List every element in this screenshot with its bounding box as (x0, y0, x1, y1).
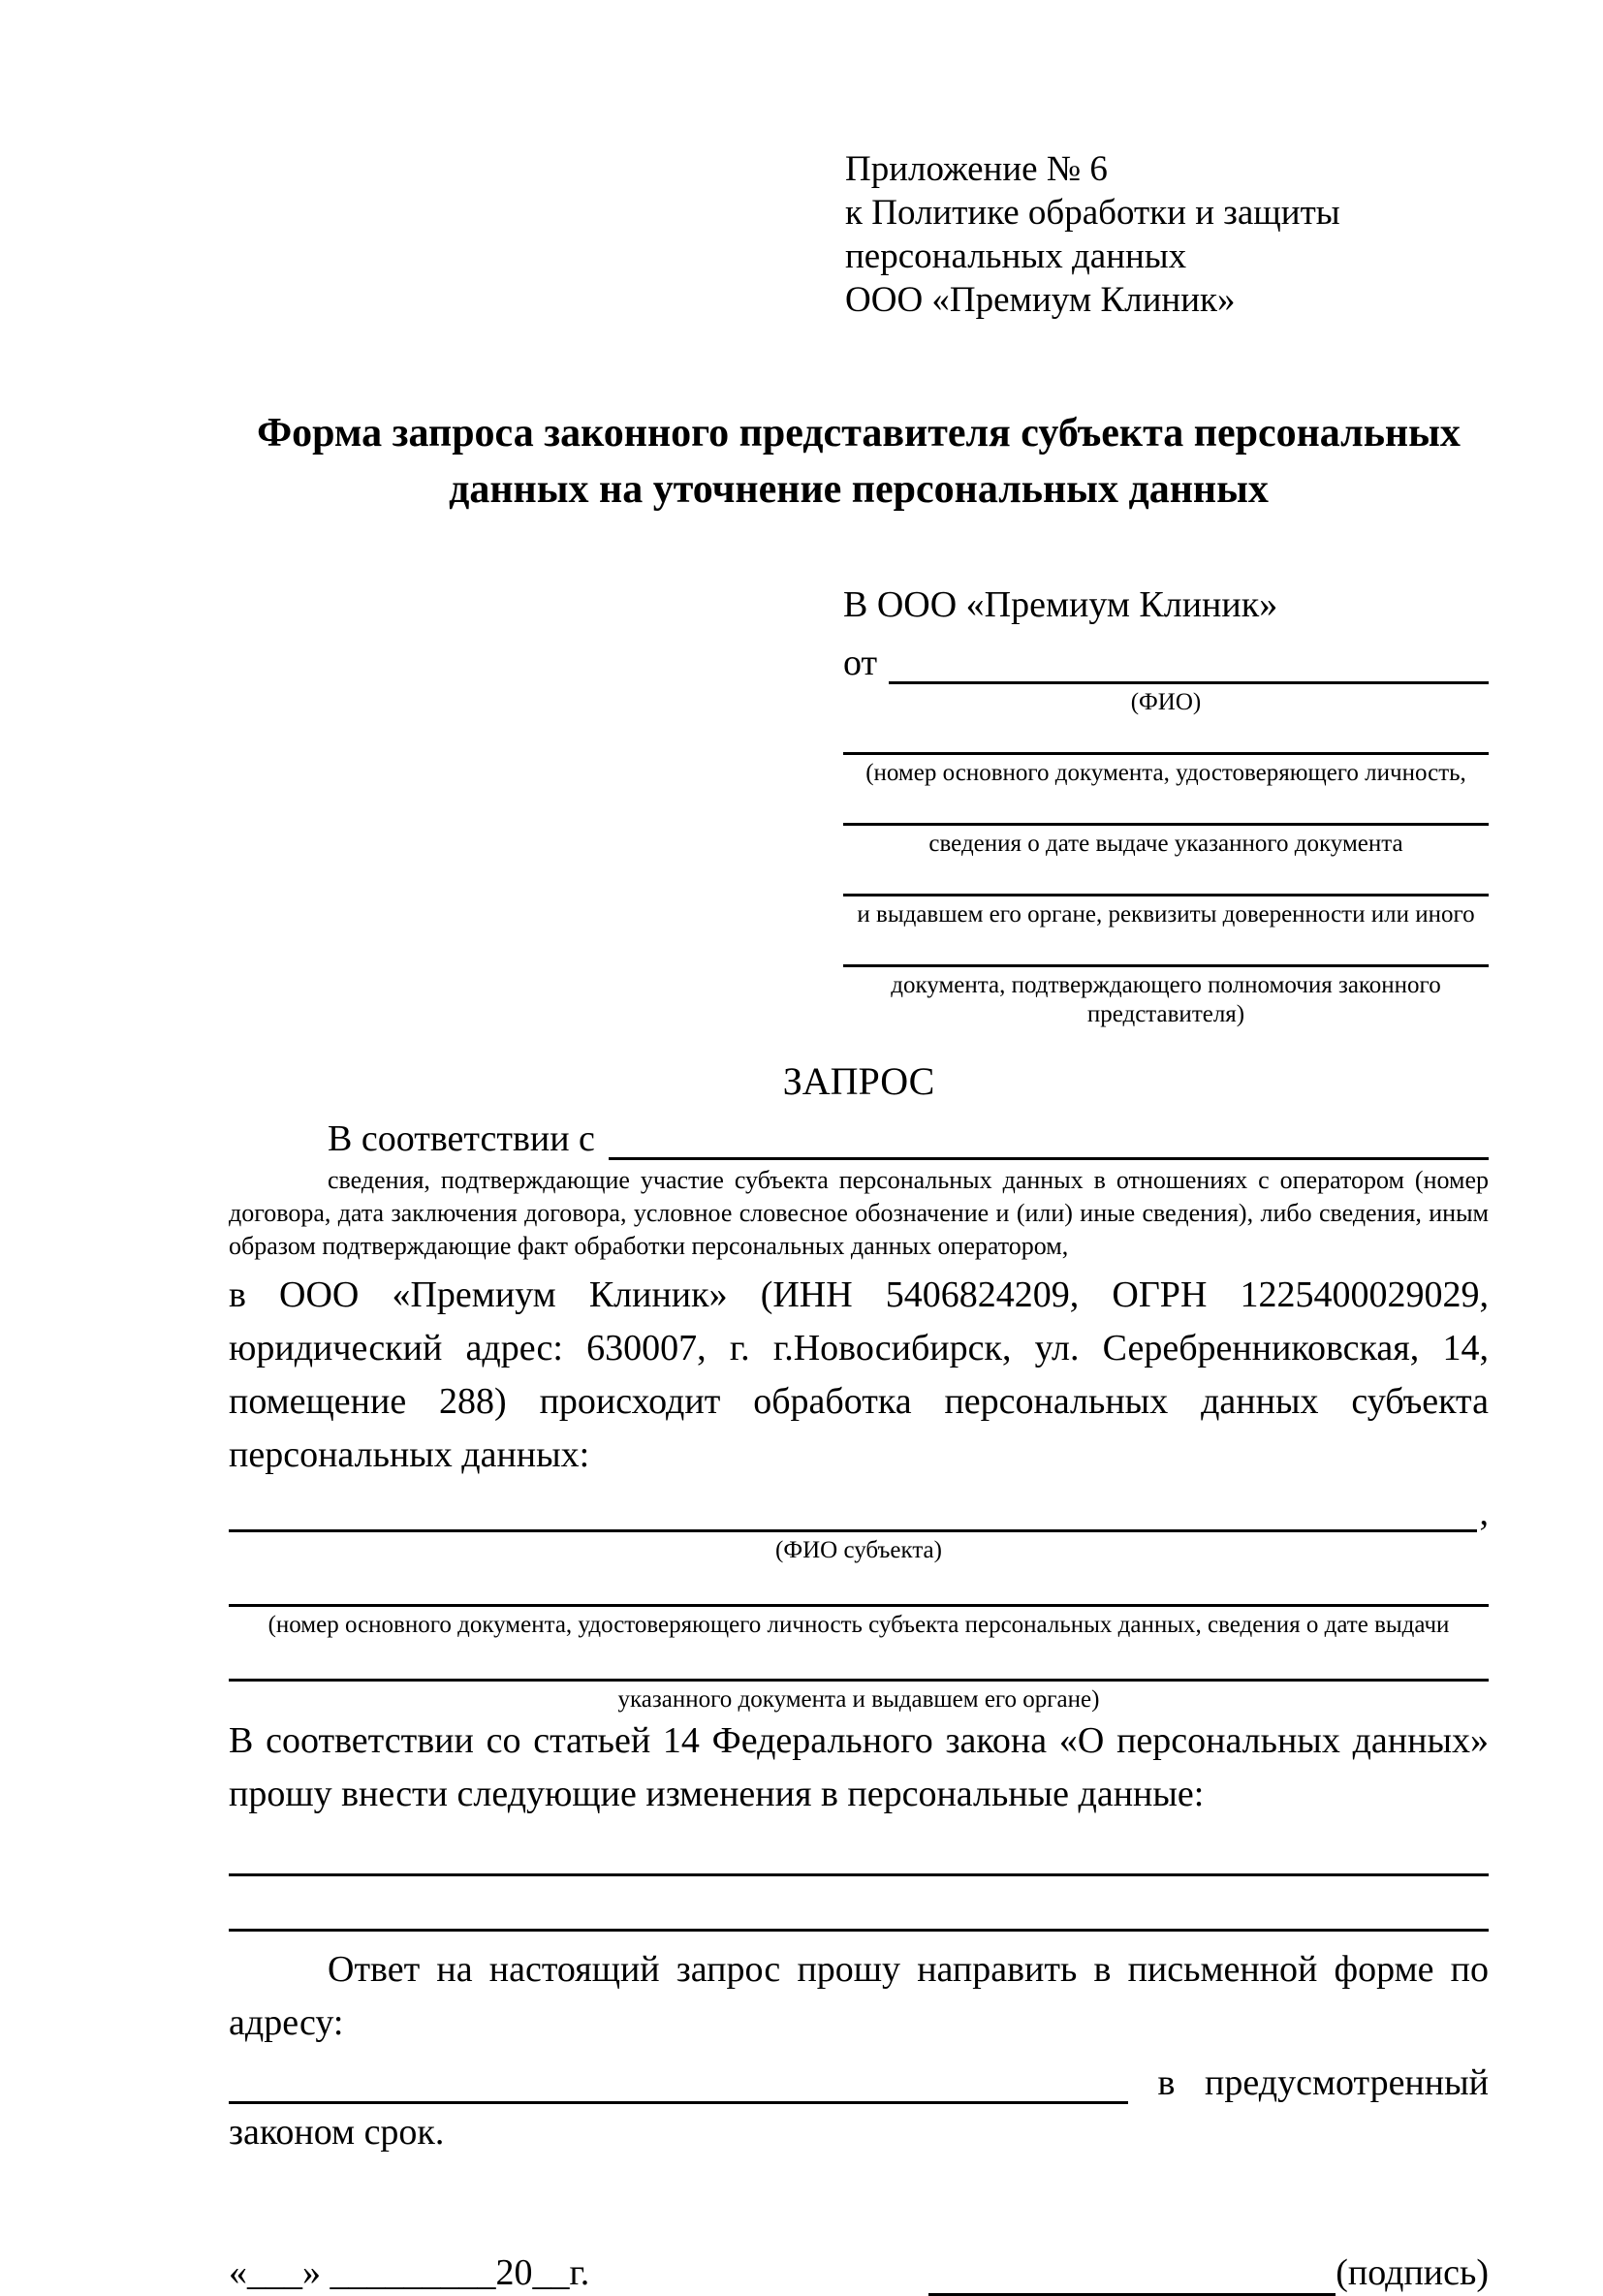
from-label: от (843, 643, 878, 683)
law-paragraph: В соответствии со статьей 14 Федерального закона «О персональных данных» прошу внести следующие изменения в персональные данные: (229, 1720, 1489, 1814)
from-row (843, 630, 1489, 684)
doc-number-blank-line (843, 717, 1489, 755)
addressee-block (843, 580, 1489, 1029)
intro-label: В соответствии с (328, 1118, 595, 1159)
subject-doc-blank-line-1 (229, 1565, 1489, 1607)
reply-word-term: предусмотренный (1205, 2062, 1489, 2103)
intro-row (229, 1108, 1489, 1160)
reply-tail: законом срок. (229, 2112, 445, 2153)
authority-doc-caption: документа, подтверждающего полномочия законного представителя) (891, 972, 1441, 1027)
basis-caption: сведения, подтверждающие участие субъекта персональных данных в отношениях с оператором (номер договора, дата заключения договора, условное словесное обозначение и (или) иные сведения), либо сведения, иным образом подтверждающие факт обработки персональных данных оператором, (229, 1166, 1489, 1260)
subject-doc-caption-2: указанного документа и выдавшем его органе) (617, 1686, 1100, 1713)
footer-row (229, 2249, 1489, 2296)
changes-blank-line-1 (229, 1821, 1489, 1876)
appendix-header-line: Приложение № 6 (845, 149, 1108, 189)
fio-blank-line (889, 681, 1489, 684)
reply-address-row (229, 2050, 1489, 2104)
reply-address-blank-line (229, 2062, 1128, 2104)
issue-date-caption: сведения о дате выдаче указанного документа (928, 831, 1403, 857)
issuer-caption: и выдавшем его органе, реквизиты доверенности или иного (857, 901, 1475, 928)
appendix-header-line: ООО «Премиум Клиник» (845, 280, 1236, 320)
fio-caption: (ФИО) (1130, 689, 1202, 715)
appendix-header-line: персональных данных (845, 236, 1187, 276)
reply-sentence: Ответ на настоящий запрос прошу направить в письменной форме по адресу: (229, 1949, 1489, 2043)
subject-fio-caption: (ФИО субъекта) (775, 1537, 942, 1563)
operator-paragraph: в ООО «Премиум Клиник» (ИНН 5406824209, ОГРН 1225400029029, юридический адрес: 630007, г. г.Новосибирск, ул. Серебренниковская, 14, помещение 288) происходит обработка персональных данных субъекта персональных данных: (229, 1274, 1489, 1475)
document-title: Форма запроса законного представителя субъекта персональных данных на уточнение персональных данных (257, 411, 1461, 512)
signature-caption: (подпись) (1336, 2252, 1489, 2293)
issuer-blank-line (843, 859, 1489, 896)
subject-doc-blank-line-2 (229, 1640, 1489, 1682)
addressee-to: В ООО «Премиум Клиник» (843, 584, 1278, 625)
request-heading: ЗАПРОС (782, 1059, 935, 1103)
date-line: «___» _________20__г. (229, 2252, 590, 2293)
subject-fio-blank-line (229, 1529, 1477, 1532)
issue-date-blank-line (843, 788, 1489, 826)
basis-blank-line (609, 1157, 1489, 1160)
appendix-header (845, 147, 1489, 322)
authority-doc-blank-line (843, 929, 1489, 967)
appendix-header-line: к Политике обработки и защиты (845, 193, 1340, 233)
reply-word-v: в (1157, 2062, 1176, 2103)
signature-blank-line (928, 2252, 1336, 2296)
subject-doc-caption-1: (номер основного документа, удостоверяющего личность субъекта персональных данных, сведения о дате выдачи (267, 1612, 1450, 1638)
signature-block (928, 2249, 1489, 2296)
changes-blank-line-2 (229, 1876, 1489, 1932)
doc-number-caption: (номер основного документа, удостоверяющего личность, (865, 760, 1466, 786)
trailing-comma: , (1479, 1493, 1489, 1533)
subject-fio-row (229, 1482, 1489, 1532)
